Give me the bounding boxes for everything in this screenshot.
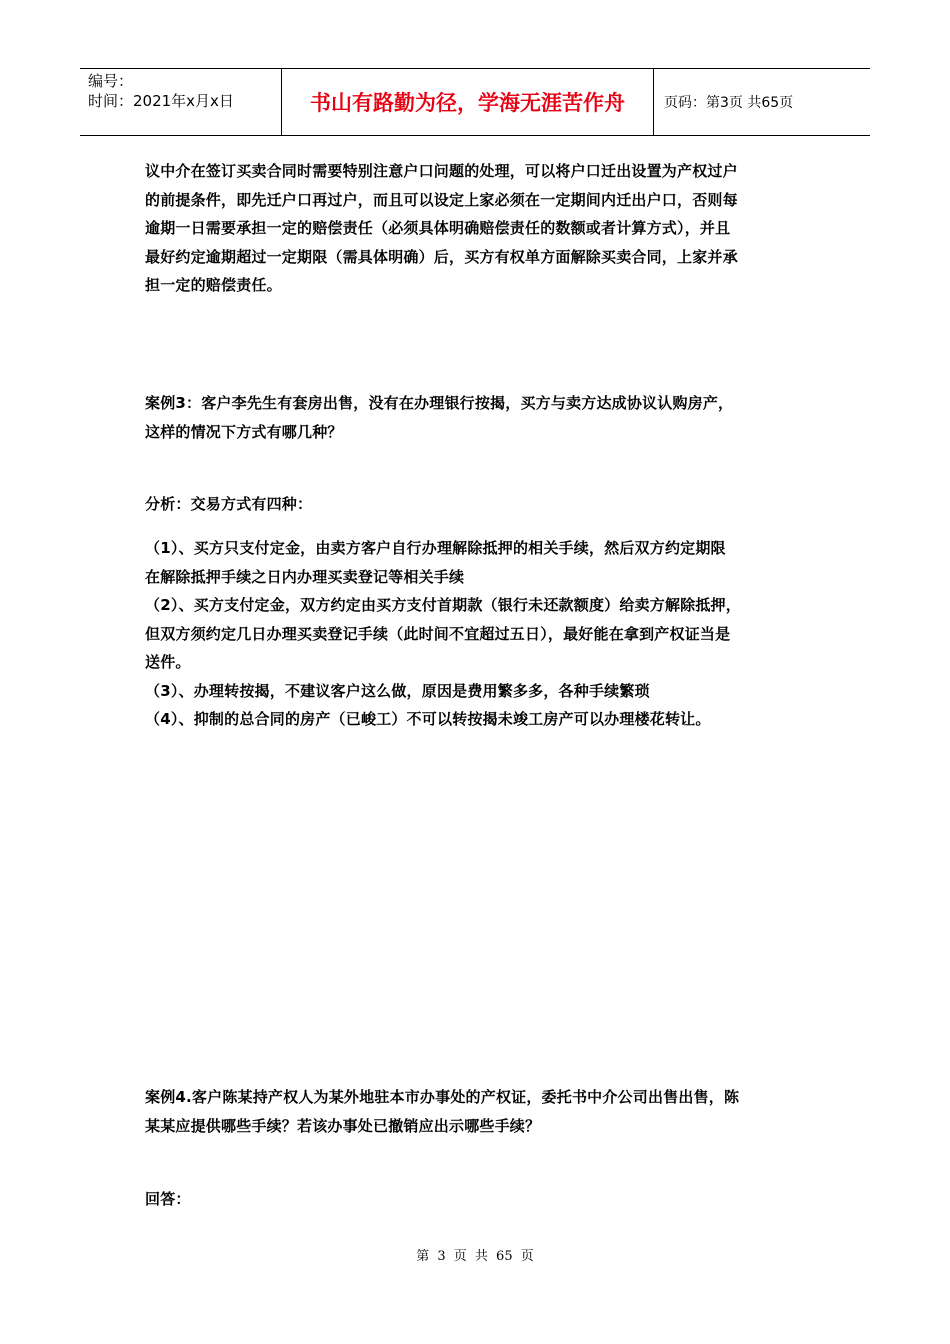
option-line: （4）、抑制的总合同的房产（已峻工）不可以转按揭未竣工房产可以办理楼花转让。	[145, 710, 711, 728]
page-header	[80, 68, 870, 136]
header-page-info: 页码：第3页 共65页	[664, 95, 794, 111]
analysis-heading	[145, 490, 825, 519]
option-line: 但双方须约定几日办理买卖登记手续（此时间不宜超过五日），最好能在拿到产权证当是	[145, 624, 731, 643]
text-line: 最好约定逾期超过一定期限（需具体明确）后，买方有权单方面解除买卖合同，上家并承	[145, 247, 738, 266]
header-motto: 书山有路勤为径，学海无涯苦作舟	[281, 69, 654, 135]
text-line: 案例3：客户李先生有套房出售，没有在办理银行按揭，买方与卖方达成协议认购房产，	[145, 394, 734, 412]
text-line: 的前提条件，即先迁户口再过户，而且可以设定上家必须在一定期间内迁出户口，否则每	[145, 190, 738, 209]
text-line: 担一定的赔偿责任。	[145, 276, 282, 294]
answer-heading	[145, 1185, 825, 1214]
text-line: 案例4.客户陈某持产权人为某外地驻本市办事处的产权证，委托书中介公司出售出售，陈	[145, 1088, 740, 1106]
text-line: 回答：	[145, 1190, 191, 1208]
number-label: 编号：	[88, 72, 134, 90]
header-meta	[88, 71, 288, 111]
page-footer: 第 3 页 共 65 页	[416, 1249, 534, 1264]
option-line: 送件。	[145, 653, 191, 671]
paragraph-household-registration	[145, 157, 825, 300]
option-line: （2）、买方支付定金，双方约定由买方支付首期款（银行未还款额度）给卖方解除抵押，	[145, 596, 741, 614]
option-line: （1）、买方只支付定金，由卖方客户自行办理解除抵押的相关手续，然后双方约定期限	[145, 539, 726, 557]
text-line: 这样的情况下方式有哪几种？	[145, 422, 343, 441]
transaction-options	[145, 534, 825, 734]
option-line: （3）、办理转按揭，不建议客户这么做，原因是费用繁多多，各种手续繁琐	[145, 681, 650, 700]
text-line: 分析：交易方式有四种：	[145, 495, 313, 513]
text-line: 逾期一日需要承担一定的赔偿责任（必须具体明确赔偿责任的数额或者计算方式），并且	[145, 219, 731, 237]
case-3-question	[145, 389, 825, 446]
text-line: 议中介在签订买卖合同时需要特别注意户口问题的处理，可以将户口迁出设置为产权过户	[145, 162, 738, 180]
time-label: 时间：2021年x月x日	[88, 92, 234, 110]
option-line: 在解除抵押手续之日内办理买卖登记等相关手续	[145, 567, 465, 586]
text-line: 某某应提供哪些手续？若该办事处已撤销应出示哪些手续？	[145, 1116, 541, 1135]
case-4-question	[145, 1083, 825, 1140]
